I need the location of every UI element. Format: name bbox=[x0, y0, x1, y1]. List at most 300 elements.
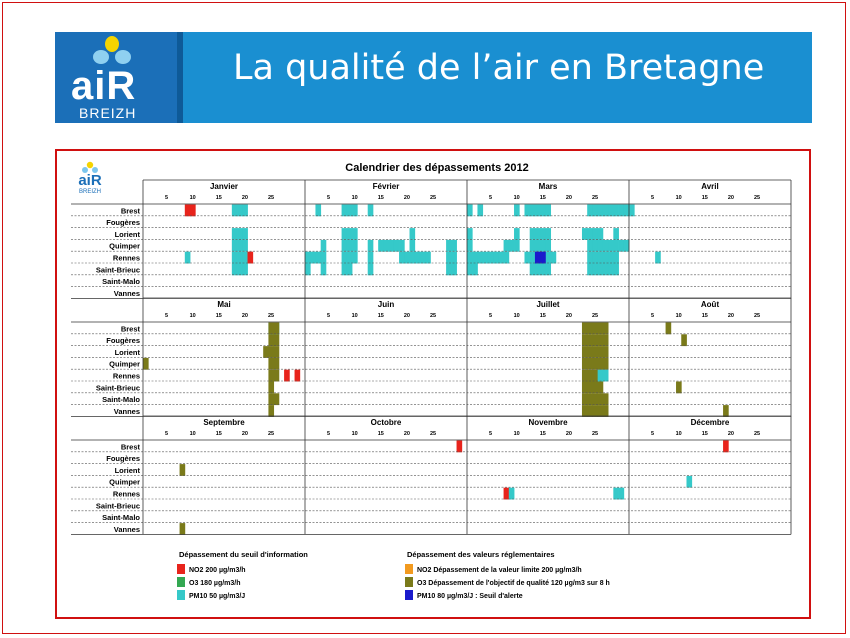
exceedance-cell bbox=[624, 205, 630, 217]
station-label: Lorient bbox=[114, 229, 140, 239]
day-tick-label: 15 bbox=[377, 195, 384, 201]
exceedance-cell bbox=[268, 393, 274, 405]
exceedance-cell bbox=[613, 264, 619, 276]
exceedance-cell bbox=[268, 346, 274, 358]
day-tick-label: 5 bbox=[488, 195, 493, 201]
exceedance-cell bbox=[592, 205, 598, 217]
day-tick-label: 10 bbox=[513, 313, 520, 319]
logo-subtext: BREIZH bbox=[79, 105, 137, 121]
day-tick-label: 25 bbox=[429, 431, 437, 437]
day-tick-label: 20 bbox=[403, 313, 410, 319]
exceedance-cell bbox=[321, 240, 327, 252]
exceedance-cell bbox=[582, 228, 588, 240]
exceedance-cell bbox=[472, 252, 478, 264]
exceedance-cell bbox=[582, 382, 588, 394]
day-tick-label: 10 bbox=[189, 431, 196, 437]
month-label: Novembre bbox=[528, 418, 568, 427]
exceedance-cell bbox=[467, 252, 473, 264]
exceedance-cell bbox=[582, 334, 588, 346]
month-label: Avril bbox=[701, 182, 719, 191]
exceedance-cell bbox=[342, 252, 348, 264]
exceedance-cell bbox=[514, 240, 520, 252]
day-tick-label: 20 bbox=[565, 431, 572, 437]
exceedance-cell bbox=[524, 252, 530, 264]
exceedance-cell bbox=[603, 393, 609, 405]
exceedance-cell bbox=[592, 358, 598, 370]
logo-drop-icon bbox=[93, 50, 109, 64]
exceedance-cell bbox=[232, 264, 238, 276]
exceedance-cell bbox=[603, 205, 609, 217]
exceedance-calendar-chart bbox=[57, 151, 809, 617]
day-tick-label: 15 bbox=[539, 195, 546, 201]
exceedance-cell bbox=[535, 264, 541, 276]
exceedance-cell bbox=[274, 393, 280, 405]
exceedance-cell bbox=[143, 358, 149, 370]
exceedance-cell bbox=[587, 252, 593, 264]
exceedance-cell bbox=[352, 240, 358, 252]
exceedance-cell bbox=[274, 323, 280, 335]
exceedance-cell bbox=[305, 264, 311, 276]
exceedance-cell bbox=[514, 228, 520, 240]
exceedance-cell bbox=[232, 240, 238, 252]
legend-label: O3 180 µg/m3/h bbox=[189, 580, 241, 587]
day-tick-label: 25 bbox=[429, 195, 437, 201]
day-tick-label: 15 bbox=[215, 431, 222, 437]
exceedance-cell bbox=[551, 252, 557, 264]
exceedance-cell bbox=[347, 205, 353, 217]
exceedance-cell bbox=[598, 240, 604, 252]
exceedance-cell bbox=[268, 405, 274, 417]
exceedance-cell bbox=[545, 240, 551, 252]
station-label: Brest bbox=[120, 324, 140, 334]
exceedance-cell bbox=[545, 228, 551, 240]
day-tick-label: 15 bbox=[539, 431, 546, 437]
exceedance-cell bbox=[451, 264, 457, 276]
exceedance-cell bbox=[598, 382, 604, 394]
month-label: Février bbox=[372, 182, 400, 191]
exceedance-cell bbox=[321, 264, 327, 276]
exceedance-cell bbox=[180, 464, 186, 476]
month-label: Juillet bbox=[536, 300, 560, 309]
exceedance-cell bbox=[592, 252, 598, 264]
exceedance-cell bbox=[368, 252, 374, 264]
exceedance-cell bbox=[592, 370, 598, 382]
day-tick-label: 20 bbox=[565, 195, 572, 201]
month-label: Janvier bbox=[209, 182, 239, 191]
exceedance-cell bbox=[603, 264, 609, 276]
exceedance-cell bbox=[619, 240, 625, 252]
exceedance-cell bbox=[342, 205, 348, 217]
exceedance-cell bbox=[592, 264, 598, 276]
exceedance-cell bbox=[504, 488, 510, 500]
station-label: Saint-Brieuc bbox=[95, 383, 140, 393]
exceedance-cell bbox=[242, 228, 248, 240]
exceedance-cell bbox=[185, 205, 191, 217]
exceedance-cell bbox=[592, 240, 598, 252]
exceedance-cell bbox=[603, 252, 609, 264]
exceedance-cell bbox=[488, 252, 494, 264]
exceedance-cell bbox=[598, 370, 604, 382]
station-label: Vannes bbox=[113, 524, 140, 534]
exceedance-cell bbox=[457, 441, 463, 453]
day-tick-label: 5 bbox=[650, 431, 655, 437]
exceedance-cell bbox=[592, 405, 598, 417]
day-tick-label: 25 bbox=[267, 195, 275, 201]
exceedance-cell bbox=[598, 205, 604, 217]
legend-swatch bbox=[177, 564, 185, 574]
day-tick-label: 5 bbox=[164, 431, 169, 437]
exceedance-cell bbox=[242, 205, 248, 217]
day-tick-label: 15 bbox=[215, 313, 222, 319]
exceedance-cell bbox=[389, 240, 395, 252]
day-tick-label: 25 bbox=[267, 313, 275, 319]
station-label: Quimper bbox=[109, 359, 140, 369]
station-label: Saint-Brieuc bbox=[95, 265, 140, 275]
legend-swatch bbox=[405, 577, 413, 587]
exceedance-cell bbox=[242, 264, 248, 276]
exceedance-cell bbox=[446, 264, 452, 276]
exceedance-cell bbox=[592, 228, 598, 240]
exceedance-cell bbox=[368, 240, 374, 252]
day-tick-label: 20 bbox=[727, 195, 734, 201]
month-label: Août bbox=[700, 300, 720, 309]
exceedance-cell bbox=[686, 476, 692, 488]
exceedance-cell bbox=[545, 264, 551, 276]
day-tick-label: 20 bbox=[241, 195, 248, 201]
exceedance-cell bbox=[587, 264, 593, 276]
exceedance-cell bbox=[248, 252, 254, 264]
exceedance-cell bbox=[352, 252, 358, 264]
month-label: Octobre bbox=[370, 418, 402, 427]
exceedance-cell bbox=[535, 252, 541, 264]
exceedance-cell bbox=[232, 228, 238, 240]
exceedance-cell bbox=[483, 252, 489, 264]
exceedance-cell bbox=[613, 228, 619, 240]
day-tick-label: 20 bbox=[727, 313, 734, 319]
exceedance-cell bbox=[598, 252, 604, 264]
exceedance-cell bbox=[237, 228, 243, 240]
station-label: Rennes bbox=[112, 371, 140, 381]
month-label: Septembre bbox=[203, 418, 245, 427]
exceedance-cell bbox=[540, 240, 546, 252]
exceedance-cell bbox=[410, 252, 416, 264]
exceedance-cell bbox=[598, 393, 604, 405]
exceedance-cell bbox=[723, 405, 729, 417]
day-tick-label: 5 bbox=[650, 313, 655, 319]
exceedance-cell bbox=[472, 264, 478, 276]
exceedance-cell bbox=[315, 252, 321, 264]
station-label: Rennes bbox=[112, 253, 140, 263]
exceedance-cell bbox=[404, 252, 410, 264]
day-tick-label: 10 bbox=[675, 195, 682, 201]
station-label: Quimper bbox=[109, 241, 140, 251]
exceedance-cell bbox=[603, 323, 609, 335]
exceedance-cell bbox=[242, 240, 248, 252]
exceedance-cell bbox=[587, 346, 593, 358]
day-tick-label: 5 bbox=[164, 195, 169, 201]
exceedance-cell bbox=[603, 358, 609, 370]
small-logo-text: aiR bbox=[78, 172, 102, 189]
exceedance-cell bbox=[467, 240, 473, 252]
exceedance-cell bbox=[530, 252, 536, 264]
exceedance-cell bbox=[274, 370, 280, 382]
exceedance-cell bbox=[592, 323, 598, 335]
exceedance-cell bbox=[237, 264, 243, 276]
legend-label: PM10 50 µg/m3/J bbox=[189, 593, 246, 600]
day-tick-label: 5 bbox=[326, 313, 331, 319]
day-tick-label: 15 bbox=[377, 431, 384, 437]
exceedance-cell bbox=[608, 252, 614, 264]
exceedance-cell bbox=[587, 405, 593, 417]
exceedance-cell bbox=[504, 240, 510, 252]
exceedance-cell bbox=[352, 228, 358, 240]
exceedance-cell bbox=[493, 252, 499, 264]
logo-text: aiR bbox=[71, 64, 137, 108]
exceedance-cell bbox=[467, 264, 473, 276]
exceedance-cell bbox=[624, 240, 630, 252]
day-tick-label: 10 bbox=[351, 195, 358, 201]
exceedance-cell bbox=[629, 205, 635, 217]
day-tick-label: 5 bbox=[326, 195, 331, 201]
legend-swatch bbox=[405, 564, 413, 574]
exceedance-cell bbox=[524, 205, 530, 217]
station-label: Fougères bbox=[106, 218, 140, 228]
exceedance-cell bbox=[274, 358, 280, 370]
exceedance-cell bbox=[394, 240, 400, 252]
logo-divider bbox=[177, 32, 183, 123]
day-tick-label: 20 bbox=[241, 313, 248, 319]
exceedance-cell bbox=[342, 228, 348, 240]
exceedance-cell bbox=[613, 252, 619, 264]
header-banner bbox=[55, 32, 812, 123]
exceedance-cell bbox=[587, 323, 593, 335]
day-tick-label: 10 bbox=[351, 431, 358, 437]
exceedance-cell bbox=[237, 240, 243, 252]
exceedance-cell bbox=[410, 240, 416, 252]
day-tick-label: 25 bbox=[591, 195, 599, 201]
station-label: Brest bbox=[120, 206, 140, 216]
exceedance-cell bbox=[613, 240, 619, 252]
exceedance-cell bbox=[342, 264, 348, 276]
day-tick-label: 5 bbox=[488, 313, 493, 319]
chart-title: Calendrier des dépassements 2012 bbox=[345, 162, 529, 174]
exceedance-cell bbox=[598, 405, 604, 417]
station-label: Lorient bbox=[114, 465, 140, 475]
day-tick-label: 10 bbox=[351, 313, 358, 319]
exceedance-cell bbox=[530, 228, 536, 240]
exceedance-cell bbox=[608, 205, 614, 217]
exceedance-cell bbox=[598, 346, 604, 358]
day-tick-label: 15 bbox=[701, 313, 708, 319]
exceedance-cell bbox=[383, 240, 389, 252]
exceedance-cell bbox=[268, 358, 274, 370]
exceedance-cell bbox=[598, 264, 604, 276]
station-label: Vannes bbox=[113, 288, 140, 298]
exceedance-cell bbox=[608, 264, 614, 276]
exceedance-cell bbox=[274, 346, 280, 358]
exceedance-cell bbox=[540, 264, 546, 276]
exceedance-cell bbox=[613, 205, 619, 217]
legend-swatch bbox=[405, 590, 413, 600]
day-tick-label: 10 bbox=[675, 431, 682, 437]
exceedance-cell bbox=[582, 346, 588, 358]
day-tick-label: 10 bbox=[513, 195, 520, 201]
exceedance-cell bbox=[368, 264, 374, 276]
exceedance-cell bbox=[582, 393, 588, 405]
exceedance-cell bbox=[368, 205, 374, 217]
exceedance-cell bbox=[446, 252, 452, 264]
exceedance-cell bbox=[504, 252, 510, 264]
exceedance-cell bbox=[446, 240, 452, 252]
exceedance-cell bbox=[242, 252, 248, 264]
day-tick-label: 20 bbox=[241, 431, 248, 437]
logo-drop-icon bbox=[105, 36, 119, 52]
month-label: Mars bbox=[538, 182, 558, 191]
day-tick-label: 15 bbox=[215, 195, 222, 201]
station-label: Saint-Malo bbox=[102, 277, 140, 287]
day-tick-label: 10 bbox=[513, 431, 520, 437]
exceedance-cell bbox=[598, 334, 604, 346]
day-tick-label: 25 bbox=[267, 431, 275, 437]
exceedance-cell bbox=[268, 382, 274, 394]
page-title: La qualité de l’air en Bretagne bbox=[233, 48, 765, 88]
exceedance-cell bbox=[530, 240, 536, 252]
month-label: Décembre bbox=[690, 418, 730, 427]
small-logo-drop-icon bbox=[87, 162, 93, 168]
exceedance-cell bbox=[477, 252, 483, 264]
station-label: Fougères bbox=[106, 454, 140, 464]
exceedance-cell bbox=[603, 334, 609, 346]
day-tick-label: 15 bbox=[377, 313, 384, 319]
exceedance-cell bbox=[540, 228, 546, 240]
exceedance-cell bbox=[603, 370, 609, 382]
exceedance-cell bbox=[347, 264, 353, 276]
exceedance-cell bbox=[232, 205, 238, 217]
exceedance-cell bbox=[603, 346, 609, 358]
exceedance-cell bbox=[467, 228, 473, 240]
station-label: Saint-Malo bbox=[102, 513, 140, 523]
exceedance-cell bbox=[263, 346, 269, 358]
exceedance-cell bbox=[451, 240, 457, 252]
logo-drop-icon bbox=[115, 50, 131, 64]
month-label: Mai bbox=[217, 300, 231, 309]
exceedance-cell bbox=[530, 205, 536, 217]
legend-swatch bbox=[177, 577, 185, 587]
exceedance-cell bbox=[592, 393, 598, 405]
legend-label: PM10 80 µg/m3/J : Seuil d'alerte bbox=[417, 593, 523, 600]
exceedance-cell bbox=[592, 382, 598, 394]
station-label: Rennes bbox=[112, 489, 140, 499]
chart-container bbox=[55, 149, 811, 619]
exceedance-cell bbox=[582, 323, 588, 335]
day-tick-label: 15 bbox=[539, 313, 546, 319]
exceedance-cell bbox=[268, 334, 274, 346]
exceedance-cell bbox=[582, 370, 588, 382]
exceedance-cell bbox=[232, 252, 238, 264]
exceedance-cell bbox=[268, 370, 274, 382]
exceedance-cell bbox=[587, 205, 593, 217]
legend-label: O3 Dépassement de l'objectif de qualité 120 µg/m3 sur 8 h bbox=[417, 580, 610, 587]
day-tick-label: 15 bbox=[701, 431, 708, 437]
exceedance-cell bbox=[342, 240, 348, 252]
station-label: Brest bbox=[120, 442, 140, 452]
day-tick-label: 25 bbox=[591, 313, 599, 319]
station-label: Quimper bbox=[109, 477, 140, 487]
station-label: Vannes bbox=[113, 406, 140, 416]
exceedance-cell bbox=[514, 205, 520, 217]
exceedance-cell bbox=[587, 370, 593, 382]
exceedance-cell bbox=[378, 240, 384, 252]
day-tick-label: 25 bbox=[753, 195, 761, 201]
exceedance-cell bbox=[451, 252, 457, 264]
exceedance-cell bbox=[619, 205, 625, 217]
legend-info-title: Dépassement du seuil d'information bbox=[179, 550, 308, 559]
exceedance-cell bbox=[655, 252, 661, 264]
exceedance-cell bbox=[310, 252, 316, 264]
day-tick-label: 10 bbox=[189, 313, 196, 319]
exceedance-cell bbox=[598, 228, 604, 240]
exceedance-cell bbox=[180, 523, 186, 535]
legend-reg-title: Dépassement des valeurs réglementaires bbox=[407, 550, 555, 559]
exceedance-cell bbox=[347, 240, 353, 252]
exceedance-cell bbox=[540, 205, 546, 217]
day-tick-label: 15 bbox=[701, 195, 708, 201]
exceedance-cell bbox=[274, 334, 280, 346]
small-logo-subtext: BREIZH bbox=[78, 189, 102, 195]
day-tick-label: 5 bbox=[164, 313, 169, 319]
exceedance-cell bbox=[587, 393, 593, 405]
exceedance-cell bbox=[477, 205, 483, 217]
legend-label: NO2 Dépassement de la valeur limite 200 µg/m3/h bbox=[417, 567, 582, 574]
day-tick-label: 10 bbox=[675, 313, 682, 319]
exceedance-cell bbox=[592, 346, 598, 358]
exceedance-cell bbox=[592, 334, 598, 346]
exceedance-cell bbox=[410, 228, 416, 240]
exceedance-cell bbox=[613, 488, 619, 500]
day-tick-label: 10 bbox=[189, 195, 196, 201]
exceedance-cell bbox=[603, 405, 609, 417]
exceedance-cell bbox=[399, 240, 405, 252]
exceedance-cell bbox=[530, 264, 536, 276]
day-tick-label: 20 bbox=[565, 313, 572, 319]
exceedance-cell bbox=[619, 488, 625, 500]
day-tick-label: 25 bbox=[753, 313, 761, 319]
day-tick-label: 20 bbox=[727, 431, 734, 437]
exceedance-cell bbox=[347, 228, 353, 240]
month-label: Juin bbox=[377, 300, 395, 309]
day-tick-label: 25 bbox=[753, 431, 761, 437]
exceedance-cell bbox=[535, 228, 541, 240]
exceedance-cell bbox=[498, 252, 504, 264]
exceedance-cell bbox=[321, 252, 327, 264]
exceedance-cell bbox=[509, 488, 515, 500]
station-label: Saint-Malo bbox=[102, 395, 140, 405]
exceedance-cell bbox=[315, 205, 321, 217]
day-tick-label: 25 bbox=[429, 313, 437, 319]
exceedance-cell bbox=[535, 205, 541, 217]
exceedance-cell bbox=[284, 370, 290, 382]
exceedance-cell bbox=[603, 240, 609, 252]
exceedance-cell bbox=[587, 358, 593, 370]
day-tick-label: 5 bbox=[488, 431, 493, 437]
station-label: Lorient bbox=[114, 347, 140, 357]
exceedance-cell bbox=[535, 240, 541, 252]
exceedance-cell bbox=[608, 240, 614, 252]
exceedance-cell bbox=[676, 382, 682, 394]
exceedance-cell bbox=[666, 323, 672, 335]
exceedance-cell bbox=[723, 441, 729, 453]
station-label: Fougères bbox=[106, 336, 140, 346]
